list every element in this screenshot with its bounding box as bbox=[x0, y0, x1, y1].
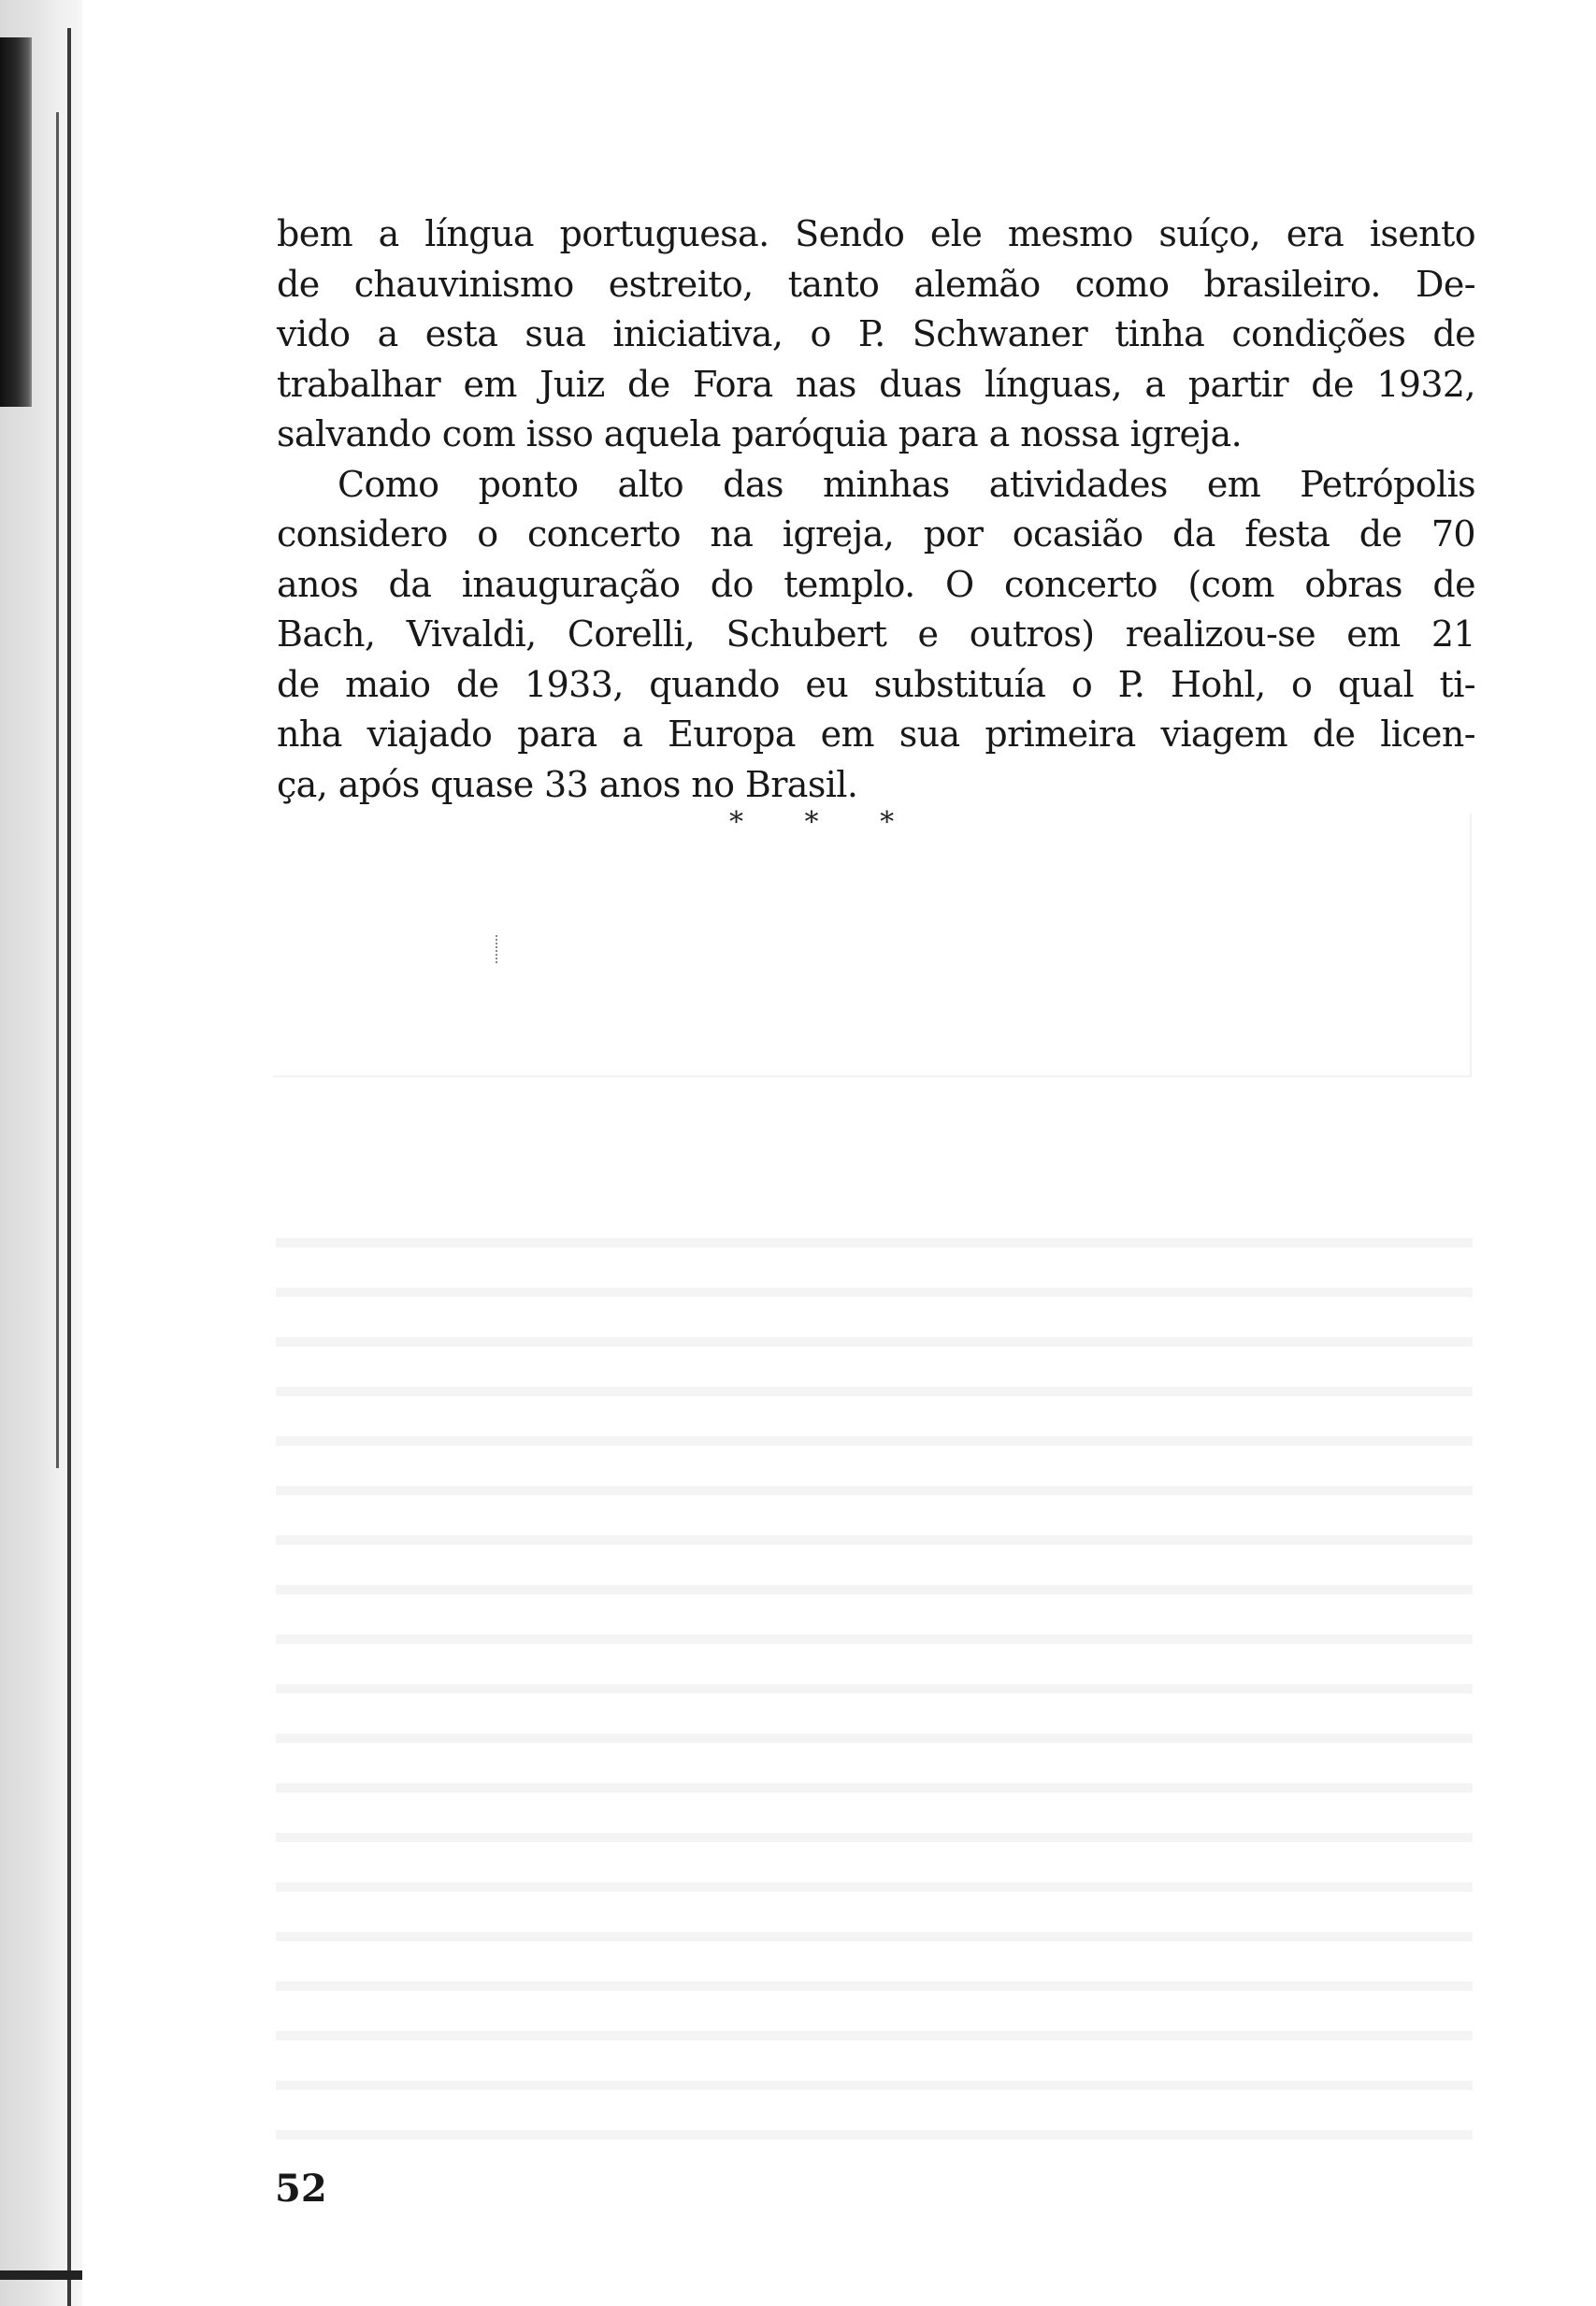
show-through-text bbox=[276, 1206, 1473, 2151]
text-line: salvando com isso aquela paróquia para a nossa igreja. bbox=[277, 413, 1243, 454]
binding-line bbox=[56, 112, 59, 1468]
paragraph-start-line: Como ponto alto das minhas atividades em Petrópolis bbox=[338, 463, 1475, 505]
text-line: ça, após quase 33 anos no Brasil. bbox=[277, 763, 858, 805]
text-line: Bach, Vivaldi, Corelli, Schubert e outros) realizou-se em 21 bbox=[277, 613, 1475, 655]
binding-edge-bottom bbox=[0, 2270, 84, 2280]
binding-shadow bbox=[0, 37, 32, 407]
paper-speck bbox=[496, 935, 503, 963]
section-separator: * * * bbox=[729, 806, 921, 839]
text-line: de maio de 1933, quando eu substituía o P. Hohl, o qual ti- bbox=[277, 663, 1475, 705]
body-text bbox=[277, 209, 1475, 810]
show-through-box bbox=[273, 814, 1472, 1077]
text-line: bem a língua portuguesa. Sendo ele mesmo suíço, era isento bbox=[277, 213, 1475, 254]
text-line: nha viajado para a Europa em sua primeira viagem de licen- bbox=[277, 713, 1475, 755]
page-number: 52 bbox=[275, 2167, 327, 2211]
text-line: vido a esta sua iniciativa, o P. Schwaner tinha condições de bbox=[277, 313, 1475, 354]
text-line: de chauvinismo estreito, tanto alemão como brasileiro. De- bbox=[277, 263, 1475, 305]
text-line: anos da inauguração do templo. O concerto (com obras de bbox=[277, 563, 1475, 605]
text-line: considero o concerto na igreja, por ocasião da festa de 70 bbox=[277, 513, 1475, 555]
binding-line bbox=[67, 28, 71, 2306]
text-line: trabalhar em Juiz de Fora nas duas línguas, a partir de 1932, bbox=[277, 363, 1475, 405]
